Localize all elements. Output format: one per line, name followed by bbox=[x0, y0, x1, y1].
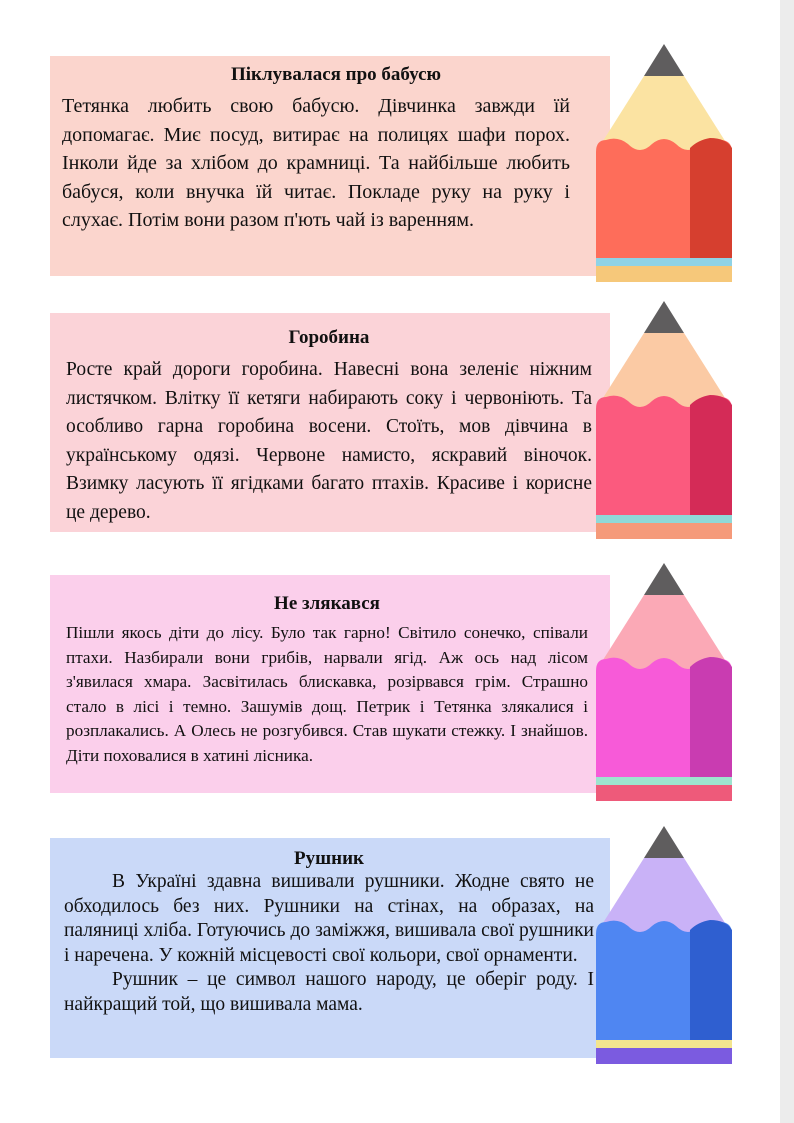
pencil-end bbox=[596, 1048, 732, 1064]
pencil-end bbox=[596, 785, 732, 801]
pencil-shade bbox=[690, 920, 732, 1040]
story-text bbox=[66, 356, 592, 527]
pencil-lead bbox=[644, 826, 684, 858]
story-paragraph: Росте край дороги горобина. Навесні вона зеленіє ніжним листячком. Влітку її кетяги набирають соку і червоніють. Та особливо гарна горобина восени. Стоїть, мов дівчина в українському одязі. Червоне намисто, яскравий віночок. Взимку ласують її ягідками багато птахів. Красиве і корисне це дерево. bbox=[66, 359, 592, 523]
pencil-shade bbox=[690, 395, 732, 515]
story-card-towel bbox=[50, 838, 610, 1058]
pencil-shade bbox=[690, 657, 732, 777]
pencil-band bbox=[596, 1040, 732, 1048]
story-text bbox=[66, 621, 588, 768]
story-card-grandma bbox=[50, 56, 610, 276]
pencil-band bbox=[596, 777, 732, 785]
story-title: Не злякався bbox=[274, 593, 380, 614]
pencil-icon bbox=[594, 826, 734, 1066]
story-paragraph: Рушник – це символ нашого народу, це оберіг роду. І найкращий той, що вишивала мама. bbox=[64, 969, 594, 1015]
pencil-lead bbox=[644, 44, 684, 76]
pencil-icon bbox=[594, 44, 734, 284]
pencil-icon bbox=[594, 563, 734, 803]
story-card-rowan bbox=[50, 313, 610, 532]
pencil-band bbox=[596, 258, 732, 266]
story-paragraph: Тетянка любить свою бабусю. Дівчинка завжди їй допомагає. Миє посуд, витирає на полицях шафи порох. Інколи йде за хлібом до крамниці. Та найбільше любить бабуся, коли внучка їй читає. Покладе руку на руку і слухає. Потім вони разом п'ють чай із варенням. bbox=[62, 95, 570, 231]
story-paragraph: В Україні здавна вишивали рушники. Жодне свято не обходилось без них. Рушники на стінах, на образах, на паляниці хліба. Готуючись до заміжжя, вишивала свої рушники і наречена. У кожній місцевості свої кольори, свої орнаменти. bbox=[64, 871, 594, 966]
story-text bbox=[64, 870, 594, 1018]
pencil-band bbox=[596, 515, 732, 523]
pencil-end bbox=[596, 523, 732, 539]
story-title: Піклувалася про бабусю bbox=[230, 64, 442, 85]
pencil-lead bbox=[644, 563, 684, 595]
story-title: Горобина bbox=[288, 327, 370, 348]
pencil-end bbox=[596, 266, 732, 282]
story-paragraph: Пішли якось діти до лісу. Було так гарно! Світило сонечко, співали птахи. Назбирали вони грибів, нарвали ягід. Аж ось над лісом з'явилася хмара. Засвітилась блискавка, розірвався грім. Страшно стало в лісі і темно. Зашумів дощ. Петрик і Тетянка злякалися і розплакались. А Олесь не розгубився. Став шукати стежку. І знайшов. Діти поховалися в хатині лісника. bbox=[66, 623, 588, 765]
story-text bbox=[62, 92, 570, 235]
pencil-icon bbox=[594, 301, 734, 541]
story-title: Рушник bbox=[294, 848, 364, 869]
pencil-shade bbox=[690, 138, 732, 258]
story-card-not-scared bbox=[50, 575, 610, 793]
pencil-lead bbox=[644, 301, 684, 333]
